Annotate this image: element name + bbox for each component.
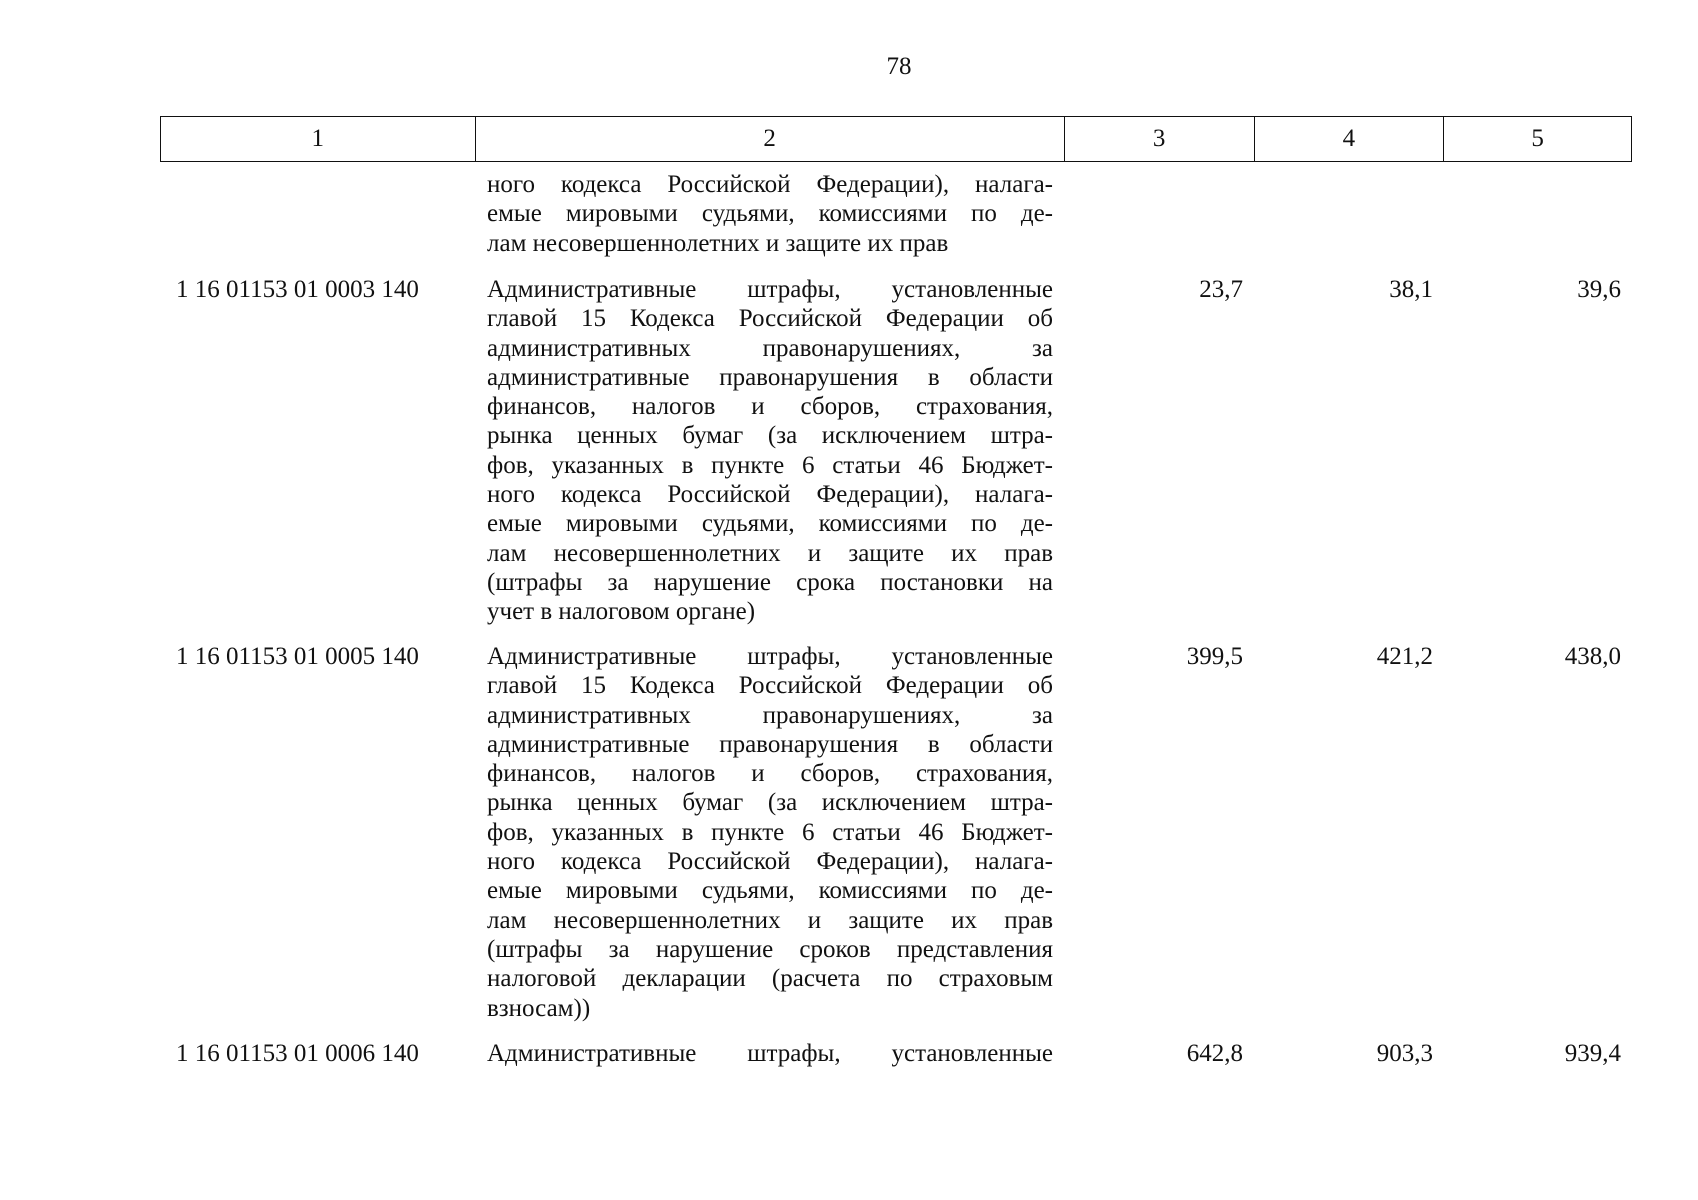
text-line: ного кодекса Российской Федерации), налага-: [487, 481, 1053, 509]
text-line: Административные штрафы, установленные: [487, 1040, 1053, 1067]
header-cell-1: 1: [161, 117, 476, 161]
table-header-row: [160, 116, 1632, 162]
value-col-4: 421,2: [1376, 643, 1433, 670]
value-col-3: 399,5: [1186, 643, 1243, 670]
value-col-5: 438,0: [1564, 643, 1621, 670]
value-col-3: 23,7: [1199, 276, 1243, 303]
value-col-4: 38,1: [1389, 276, 1433, 303]
code-cell: 1 16 01153 01 0006 140: [176, 1040, 419, 1067]
page-number: 78: [886, 53, 912, 80]
header-cell-5: 5: [1531, 125, 1544, 152]
text-line: фов, указанных в пункте 6 статьи 46 Бюджет-: [487, 818, 1053, 846]
header-cell-4: 4: [1255, 117, 1445, 161]
text-line: фов, указанных в пункте 6 статьи 46 Бюджет-: [487, 451, 1053, 479]
text-line: финансов, налогов и сборов, страхования,: [487, 393, 1053, 421]
text-line: главой 15 Кодекса Российской Федерации об: [487, 305, 1053, 333]
text-line: административные правонарушения в области: [487, 730, 1053, 758]
code-cell: 1 16 01153 01 0005 140: [176, 643, 419, 670]
text-line: Административные штрафы, установленные: [487, 643, 1053, 670]
value-col-5: 39,6: [1577, 276, 1621, 303]
text-line: (штрафы за нарушение сроков представления: [487, 935, 1053, 963]
text-line: налоговой декларации (расчета по страховым: [487, 965, 1053, 993]
text-line: емые мировыми судьями, комиссиями по де-: [487, 877, 1053, 905]
description-cell: [487, 275, 1053, 627]
text-line: административных правонарушениях, за: [487, 334, 1053, 362]
description-cell: [487, 170, 1053, 258]
text-line: главой 15 Кодекса Российской Федерации об: [487, 672, 1053, 700]
header-cell-2: 2: [476, 117, 1065, 161]
text-line: лам несовершеннолетних и защите их прав: [487, 906, 1053, 934]
text-line: лам несовершеннолетних и защите их прав: [487, 229, 949, 257]
text-line: рынка ценных бумаг (за исключением штра-: [487, 789, 1053, 817]
code-cell: 1 16 01153 01 0003 140: [176, 276, 419, 303]
value-col-5: 939,4: [1564, 1040, 1621, 1067]
header-cell-3: 3: [1065, 117, 1255, 161]
text-line: финансов, налогов и сборов, страхования,: [487, 760, 1053, 788]
text-line: ного кодекса Российской Федерации), налага-: [487, 848, 1053, 876]
text-line: учет в налоговом органе): [487, 598, 756, 626]
text-line: административных правонарушениях, за: [487, 701, 1053, 729]
description-cell: [487, 642, 1053, 1023]
value-col-4: 903,3: [1376, 1040, 1433, 1067]
text-line: (штрафы за нарушение срока постановки на: [487, 568, 1053, 596]
text-line: емые мировыми судьями, комиссиями по де-: [487, 510, 1053, 538]
text-line: административные правонарушения в области: [487, 363, 1053, 391]
description-cell: [487, 1039, 1053, 1068]
text-line: ного кодекса Российской Федерации), налага-: [487, 171, 1053, 198]
value-col-3: 642,8: [1186, 1040, 1243, 1067]
text-line: взносам)): [487, 994, 591, 1022]
text-line: емые мировыми судьями, комиссиями по де-: [487, 200, 1053, 228]
text-line: Административные штрафы, установленные: [487, 276, 1053, 303]
text-line: рынка ценных бумаг (за исключением штра-: [487, 422, 1053, 450]
text-line: лам несовершеннолетних и защите их прав: [487, 539, 1053, 567]
